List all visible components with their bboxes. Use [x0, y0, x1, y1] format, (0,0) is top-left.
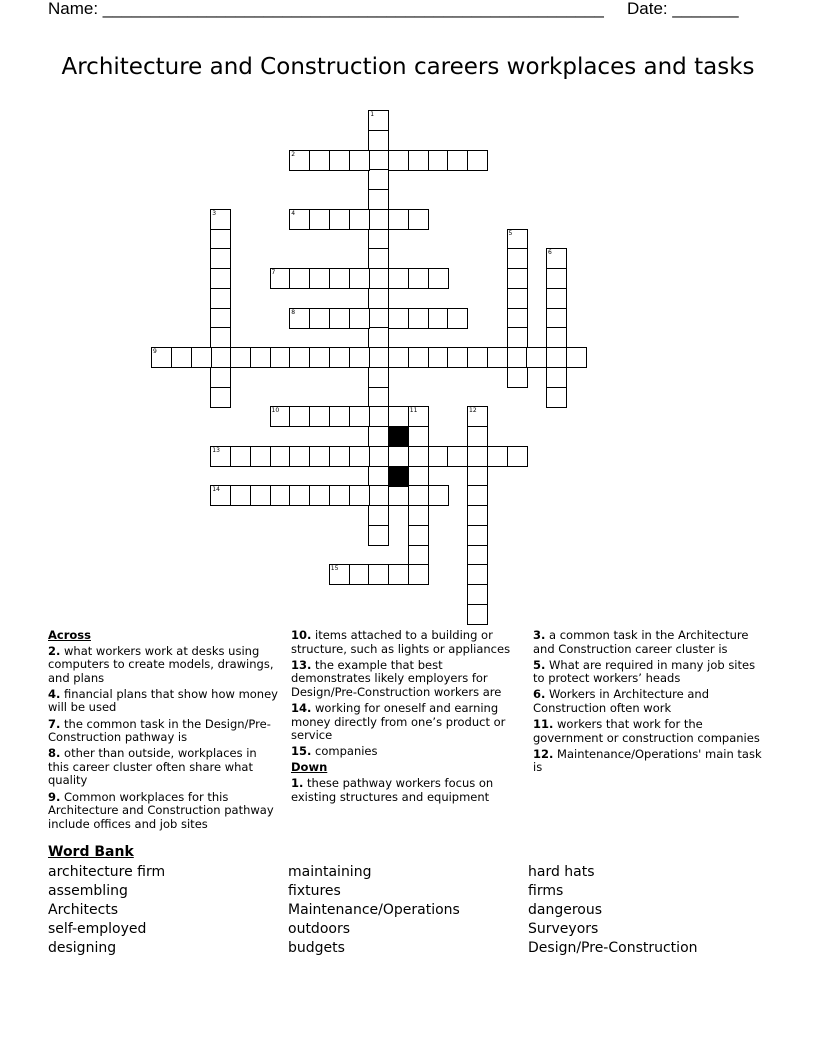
word-bank-column-3: [528, 863, 698, 958]
clue-number: 6.: [533, 687, 546, 702]
down-heading: Down: [291, 760, 328, 775]
crossword-cell[interactable]: [329, 150, 350, 171]
crossword-cell[interactable]: [329, 347, 350, 368]
crossword-cell[interactable]: [368, 268, 389, 289]
crossword-cell[interactable]: [507, 288, 528, 309]
crossword-cell[interactable]: [507, 248, 528, 269]
cell-number: 6: [548, 249, 552, 257]
crossword-cell[interactable]: [467, 485, 488, 506]
crossword-black-cell: [388, 466, 409, 487]
cell-number: 4: [291, 209, 296, 217]
crossword-cell[interactable]: [408, 545, 429, 566]
crossword-cell[interactable]: [507, 446, 528, 467]
clue-number: 5.: [533, 657, 546, 672]
crossword-cell[interactable]: [368, 466, 389, 487]
crossword-cell[interactable]: [309, 308, 330, 329]
crossword-cell[interactable]: [507, 308, 528, 329]
cell-number: 10: [271, 407, 280, 415]
clue-text: Maintenance/Operations' main task is: [533, 746, 762, 775]
crossword-cell[interactable]: [546, 367, 567, 388]
clue-number: 1.: [291, 775, 304, 790]
crossword-cell[interactable]: [467, 150, 488, 171]
crossword-cell[interactable]: [289, 485, 310, 506]
word-bank-column-2: [288, 863, 460, 958]
crossword-cell[interactable]: [428, 446, 449, 467]
crossword-cell[interactable]: [210, 288, 231, 309]
crossword-cell[interactable]: [270, 485, 291, 506]
crossword-cell[interactable]: [507, 268, 528, 289]
crossword-cell[interactable]: [289, 209, 310, 230]
word-bank-item: Design/Pre-Construction: [528, 940, 698, 956]
crossword-cell[interactable]: [368, 426, 389, 447]
page-title: Architecture and Construction careers workplaces and tasks: [61, 54, 755, 80]
crossword-cell[interactable]: [210, 446, 231, 467]
crossword-cell[interactable]: [368, 406, 389, 427]
crossword-cell[interactable]: [270, 347, 291, 368]
crossword-cell[interactable]: [467, 604, 488, 625]
crossword-cell[interactable]: [388, 347, 409, 368]
crossword-black-cell: [388, 426, 409, 447]
crossword-cell[interactable]: [447, 308, 468, 329]
clue-number: 9.: [48, 789, 61, 804]
clue-item: [533, 688, 765, 715]
crossword-cell[interactable]: [349, 347, 370, 368]
crossword-cell[interactable]: [447, 446, 468, 467]
crossword-cell[interactable]: [329, 564, 350, 585]
crossword-cell[interactable]: [467, 545, 488, 566]
crossword-cell[interactable]: [546, 387, 567, 408]
crossword-cell[interactable]: [388, 268, 409, 289]
clue-item: [291, 702, 523, 743]
crossword-cell[interactable]: [368, 110, 389, 131]
crossword-cell[interactable]: [408, 485, 429, 506]
crossword-cell[interactable]: [507, 347, 528, 368]
crossword-cell[interactable]: [289, 268, 310, 289]
crossword-cell[interactable]: [487, 446, 508, 467]
clue-item: [291, 629, 523, 656]
crossword-cell[interactable]: [388, 209, 409, 230]
word-bank-item: fixtures: [288, 883, 341, 899]
crossword-cell[interactable]: [368, 525, 389, 546]
crossword-cell[interactable]: [289, 446, 310, 467]
crossword-cell[interactable]: [210, 268, 231, 289]
cell-number: 9: [153, 348, 157, 355]
crossword-cell[interactable]: [289, 150, 310, 171]
crossword-cell[interactable]: [408, 505, 429, 526]
crossword-cell[interactable]: [467, 466, 488, 487]
cell-number: 11: [409, 407, 418, 415]
clue-item: [533, 629, 765, 656]
crossword-cell[interactable]: [151, 347, 172, 368]
crossword-cell[interactable]: [309, 268, 330, 289]
clue-item: [48, 791, 280, 832]
word-bank-item: firms: [528, 883, 564, 899]
crossword-cell[interactable]: [428, 485, 449, 506]
crossword-cell[interactable]: [210, 387, 231, 408]
crossword-cell[interactable]: [349, 308, 370, 329]
crossword-cell[interactable]: [210, 308, 231, 329]
crossword-cell[interactable]: [250, 485, 271, 506]
crossword-cell[interactable]: [388, 446, 409, 467]
crossword-cell[interactable]: [349, 485, 370, 506]
crossword-cell[interactable]: [191, 347, 212, 368]
crossword-cell[interactable]: [210, 209, 231, 230]
date-field-label: Date: _______: [627, 0, 739, 18]
crossword-cell[interactable]: [309, 209, 330, 230]
crossword-cell[interactable]: [210, 367, 231, 388]
cell-number: 2: [291, 150, 296, 158]
cell-number: 7: [271, 269, 276, 276]
clue-text: What are required in many job sites to protect workers’ heads: [533, 657, 756, 686]
crossword-cell[interactable]: [349, 406, 370, 427]
crossword-cell[interactable]: [230, 446, 251, 467]
crossword-cell[interactable]: [467, 347, 488, 368]
crossword-cell[interactable]: [270, 268, 291, 289]
clue-item: [48, 718, 280, 745]
crossword-cell[interactable]: [408, 308, 429, 329]
crossword-cell[interactable]: [171, 347, 192, 368]
crossword-cell[interactable]: [408, 564, 429, 585]
word-bank-column-1: [48, 863, 165, 958]
crossword-cell[interactable]: [467, 426, 488, 447]
crossword-cell[interactable]: [368, 387, 389, 408]
clue-item: [48, 645, 280, 686]
crossword-cell[interactable]: [368, 308, 389, 329]
crossword-cell[interactable]: [507, 327, 528, 348]
crossword-cell[interactable]: [546, 268, 567, 289]
cell-number: 5: [508, 229, 513, 237]
clue-item: [291, 777, 523, 804]
across-heading: Across: [48, 628, 91, 642]
crossword-cell[interactable]: [566, 347, 587, 368]
word-bank-item: Maintenance/Operations: [288, 902, 460, 918]
crossword-cell[interactable]: [487, 347, 508, 368]
crossword-cell[interactable]: [368, 485, 389, 506]
clue-number: 13.: [291, 657, 312, 672]
crossword-cell[interactable]: [210, 327, 231, 348]
clue-number: 14.: [291, 700, 312, 715]
crossword-cell[interactable]: [309, 485, 330, 506]
clue-number: 15.: [291, 744, 312, 759]
crossword-cell[interactable]: [368, 446, 389, 467]
crossword-cell[interactable]: [329, 406, 350, 427]
crossword-cell[interactable]: [230, 347, 251, 368]
clue-number: 11.: [533, 717, 554, 732]
crossword-cell[interactable]: [349, 268, 370, 289]
crossword-cell[interactable]: [467, 525, 488, 546]
crossword-cell[interactable]: [210, 347, 231, 368]
crossword-cell[interactable]: [447, 347, 468, 368]
clues-column-3: [533, 629, 765, 777]
crossword-cell[interactable]: [349, 150, 370, 171]
crossword-cell[interactable]: [329, 308, 350, 329]
word-bank-item: dangerous: [528, 902, 603, 918]
crossword-cell[interactable]: [349, 446, 370, 467]
crossword-cell[interactable]: [388, 150, 409, 171]
crossword-cell[interactable]: [368, 288, 389, 309]
crossword-cell[interactable]: [408, 525, 429, 546]
clue-item: [533, 748, 765, 775]
crossword-cell[interactable]: [270, 446, 291, 467]
crossword-cell[interactable]: [408, 426, 429, 447]
clue-item: [533, 718, 765, 745]
crossword-cell[interactable]: [467, 505, 488, 526]
crossword-cell[interactable]: [368, 505, 389, 526]
crossword-cell[interactable]: [507, 229, 528, 250]
crossword-cell[interactable]: [368, 564, 389, 585]
crossword-cell[interactable]: [546, 248, 567, 269]
clue-text: a common task in the Architecture and Construction career cluster is: [533, 628, 749, 656]
crossword-cell[interactable]: [507, 367, 528, 388]
clue-item: [533, 659, 765, 686]
word-bank-item: designing: [48, 940, 117, 956]
word-bank-item: architecture firm: [48, 864, 166, 880]
crossword-cell[interactable]: [408, 347, 429, 368]
crossword-cell[interactable]: [388, 308, 409, 329]
crossword-cell[interactable]: [349, 564, 370, 585]
crossword-cell[interactable]: [428, 268, 449, 289]
clues-column-1: [48, 629, 280, 834]
crossword-cell[interactable]: [388, 564, 409, 585]
clue-item: [291, 745, 523, 759]
crossword-cell[interactable]: [368, 209, 389, 230]
crossword-cell[interactable]: [368, 367, 389, 388]
crossword-cell[interactable]: [546, 288, 567, 309]
crossword-cell[interactable]: [210, 485, 231, 506]
clue-text: what workers work at desks using computers to create models, drawings, and plans: [48, 643, 274, 685]
crossword-cell[interactable]: [408, 268, 429, 289]
crossword-cell[interactable]: [289, 308, 310, 329]
clue-text: Workers in Architecture and Construction often work: [533, 687, 710, 715]
crossword-cell[interactable]: [270, 406, 291, 427]
crossword-cell[interactable]: [210, 229, 231, 250]
crossword-cell[interactable]: [250, 446, 271, 467]
crossword-cell[interactable]: [408, 446, 429, 467]
crossword-cell[interactable]: [388, 485, 409, 506]
clue-text: workers that work for the government or construction companies: [533, 717, 760, 745]
word-bank-item: maintaining: [288, 864, 372, 880]
clue-number: 2.: [48, 643, 61, 658]
clue-text: items attached to a building or structure, such as lights or appliances: [291, 628, 511, 656]
clue-number: 10.: [291, 628, 312, 642]
crossword-cell[interactable]: [368, 347, 389, 368]
crossword-cell[interactable]: [368, 169, 389, 190]
cell-number: 12: [469, 407, 477, 415]
clue-text: the example that best demonstrates likely employers for Design/Pre-Construction workers are: [291, 657, 502, 699]
crossword-cell[interactable]: [329, 446, 350, 467]
cell-number: 13: [212, 446, 220, 454]
crossword-cell[interactable]: [546, 327, 567, 348]
clue-text: the common task in the Design/Pre-Construction pathway is: [48, 716, 271, 745]
crossword-cell[interactable]: [467, 446, 488, 467]
cell-number: 15: [330, 565, 339, 573]
crossword-cell[interactable]: [309, 446, 330, 467]
word-bank-item: self-employed: [48, 921, 147, 937]
cell-number: 14: [212, 486, 220, 494]
clue-number: 3.: [533, 628, 546, 642]
crossword-cell[interactable]: [230, 485, 251, 506]
cell-number: 3: [212, 209, 217, 217]
crossword-cell[interactable]: [546, 347, 567, 368]
crossword-cell[interactable]: [368, 248, 389, 269]
crossword-cell[interactable]: [526, 347, 547, 368]
word-bank-item: budgets: [288, 940, 345, 956]
crossword-cell[interactable]: [408, 466, 429, 487]
clues-column-2: [291, 629, 523, 807]
crossword-cell[interactable]: [309, 347, 330, 368]
crossword-cell[interactable]: [309, 406, 330, 427]
word-bank-title: Word Bank: [48, 844, 134, 860]
crossword-cell[interactable]: [368, 150, 389, 171]
clue-item: [48, 747, 280, 788]
word-bank-item: hard hats: [528, 864, 595, 880]
crossword-cell[interactable]: [428, 308, 449, 329]
word-bank-item: assembling: [48, 883, 128, 899]
crossword-cell[interactable]: [329, 485, 350, 506]
crossword-cell[interactable]: [368, 130, 389, 151]
crossword-cell[interactable]: [428, 347, 449, 368]
word-bank-item: outdoors: [288, 921, 350, 937]
cell-number: 1: [370, 111, 375, 118]
crossword-cell[interactable]: [309, 150, 330, 171]
crossword-cell[interactable]: [368, 327, 389, 348]
crossword-cell[interactable]: [467, 584, 488, 605]
crossword-cell[interactable]: [467, 406, 488, 427]
crossword-cell[interactable]: [546, 308, 567, 329]
clue-number: 4.: [48, 686, 61, 701]
word-bank-item: Architects: [48, 902, 119, 918]
clue-number: 12.: [533, 746, 554, 761]
crossword-cell[interactable]: [408, 406, 429, 427]
clue-text: other than outside, workplaces in this career cluster often share what quality: [48, 746, 257, 788]
crossword-cell[interactable]: [368, 189, 389, 210]
crossword-cell[interactable]: [467, 564, 488, 585]
clue-text: these pathway workers focus on existing structures and equipment: [291, 775, 494, 804]
clue-text: Common workplaces for this Architecture and Construction pathway include offices and job sites: [48, 789, 274, 831]
word-bank-item: Surveyors: [528, 921, 599, 937]
name-field-label: Name: _____________________________________________________: [48, 0, 604, 18]
clue-text: companies: [311, 744, 378, 759]
clue-item: [291, 659, 523, 700]
crossword-cell[interactable]: [447, 150, 468, 171]
cell-number: 8: [291, 308, 296, 316]
clue-text: financial plans that show how money will be used: [48, 686, 278, 715]
crossword-cell[interactable]: [329, 268, 350, 289]
crossword-cell[interactable]: [388, 406, 409, 427]
crossword-cell[interactable]: [250, 347, 271, 368]
clue-number: 7.: [48, 716, 61, 731]
crossword-cell[interactable]: [408, 150, 429, 171]
crossword-cell[interactable]: [349, 209, 370, 230]
clue-item: [48, 688, 280, 715]
clue-text: working for oneself and earning money directly from one’s product or service: [291, 700, 506, 743]
crossword-cell[interactable]: [210, 248, 231, 269]
crossword-cell[interactable]: [408, 209, 429, 230]
crossword-cell[interactable]: [289, 406, 310, 427]
crossword-cell[interactable]: [428, 150, 449, 171]
crossword-cell[interactable]: [368, 229, 389, 250]
crossword-cell[interactable]: [289, 347, 310, 368]
crossword-cell[interactable]: [329, 209, 350, 230]
clue-number: 8.: [48, 746, 61, 761]
